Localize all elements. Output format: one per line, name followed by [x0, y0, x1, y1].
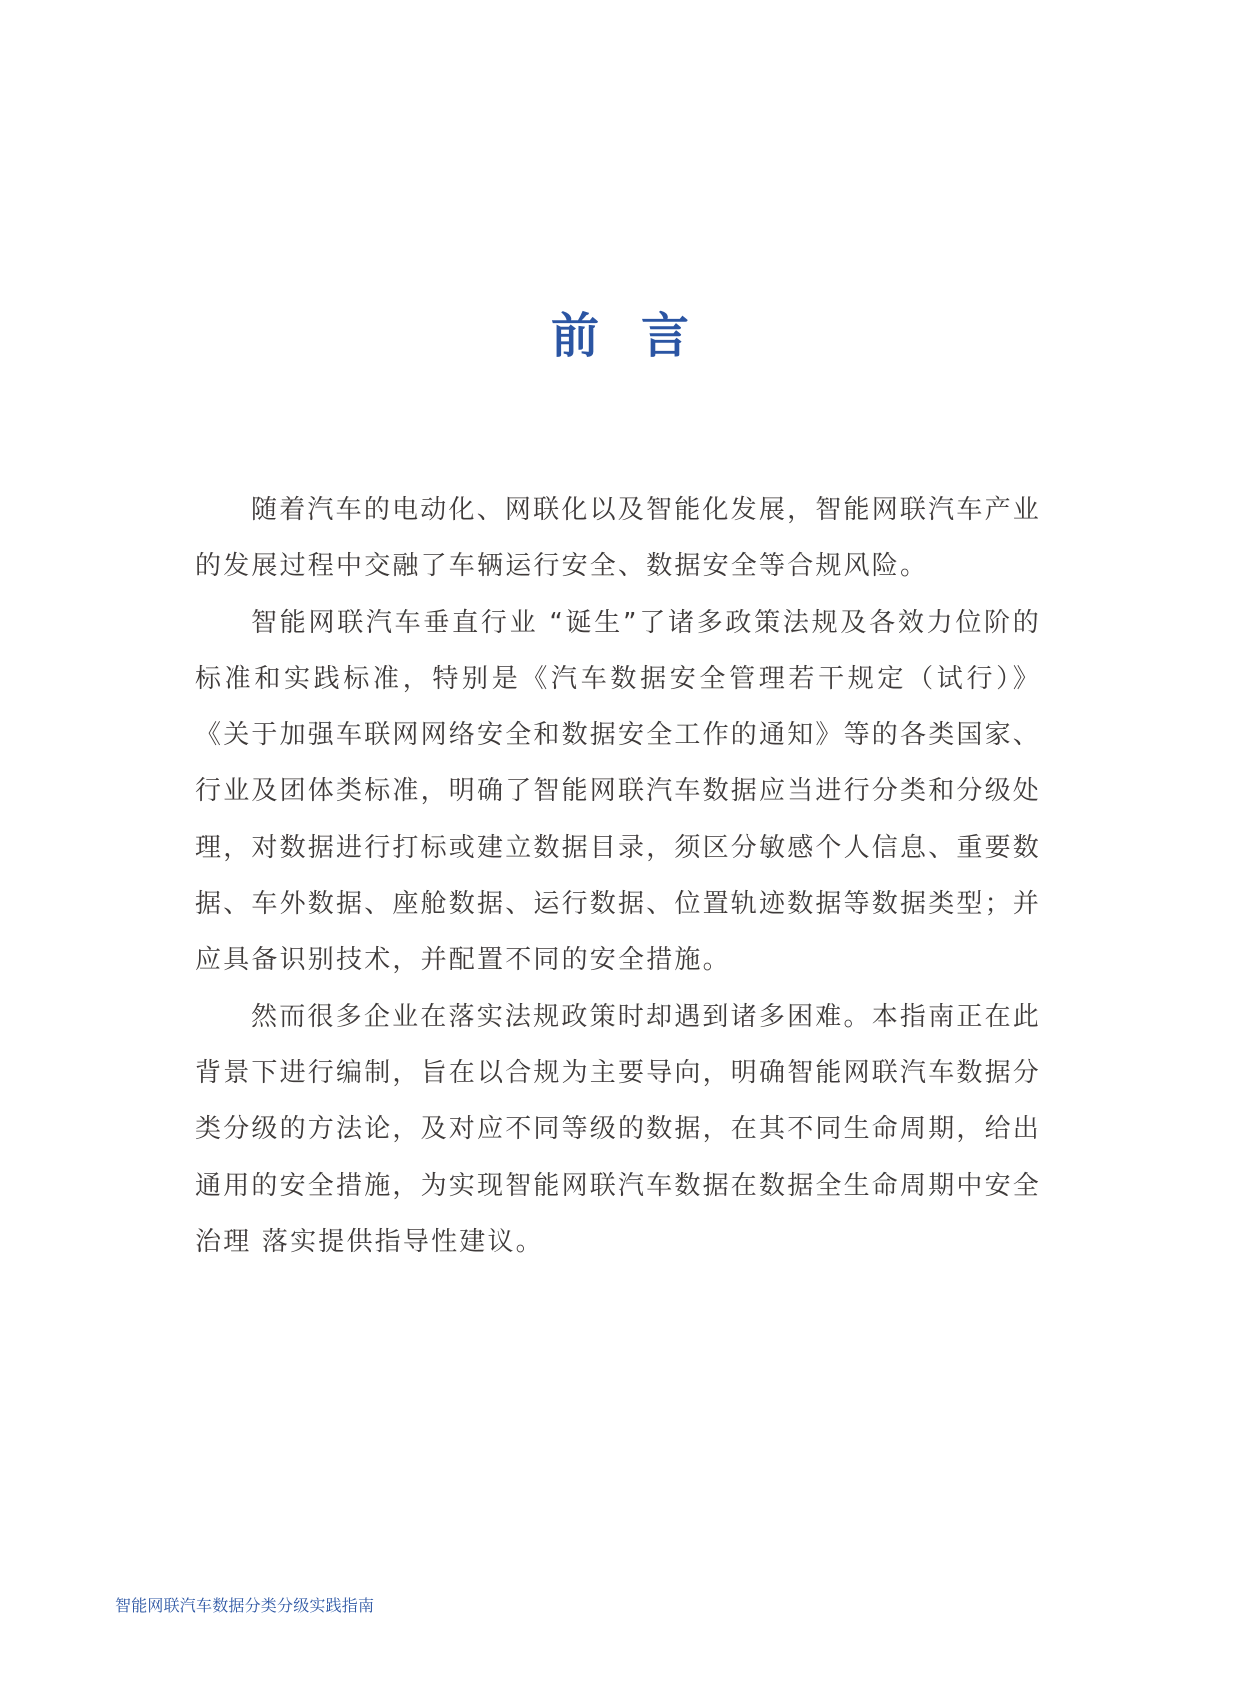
paragraph-1: 随着汽车的电动化、网联化以及智能化发展，智能网联汽车产业的发展过程中交融了车辆运行安全、数据安全等合规风险。 — [195, 495, 1041, 582]
page-title: 前言 — [550, 308, 731, 365]
preface-body — [195, 482, 1041, 1270]
paragraph-3: 然而很多企业在落实法规政策时却遇到诸多困难。本指南正在此背景下进行编制，旨在以合规为主要导向，明确智能网联汽车数据分类分级的方法论，及对应不同等级的数据，在其不同生命周期，给出通用的安全措施，为实现智能网联汽车数据在数据全生命周期中安全治理 落实提供指导性建议。 — [195, 1001, 1042, 1257]
footer-document-title: 智能网联汽车数据分类分级实践指南 — [115, 1596, 375, 1615]
paragraph-2: 智能网联汽车垂直行业 “诞生”了诸多政策法规及各效力位阶的标准和实践标准，特别是《汽车数据安全管理若干规定（试行）》《关于加强车联网网络安全和数据安全工作的通知》等的各类国家、行业及团体类标准，明确了智能网联汽车数据应当进行分类和分级处理，对数据进行打标或建立数据目录，须区分敏感个人信息、重要数据、车外数据、座舱数据、运行数据、位置轨迹数据等数据类型；并应具备识别技术，并配置不同的安全措施。 — [195, 607, 1042, 976]
